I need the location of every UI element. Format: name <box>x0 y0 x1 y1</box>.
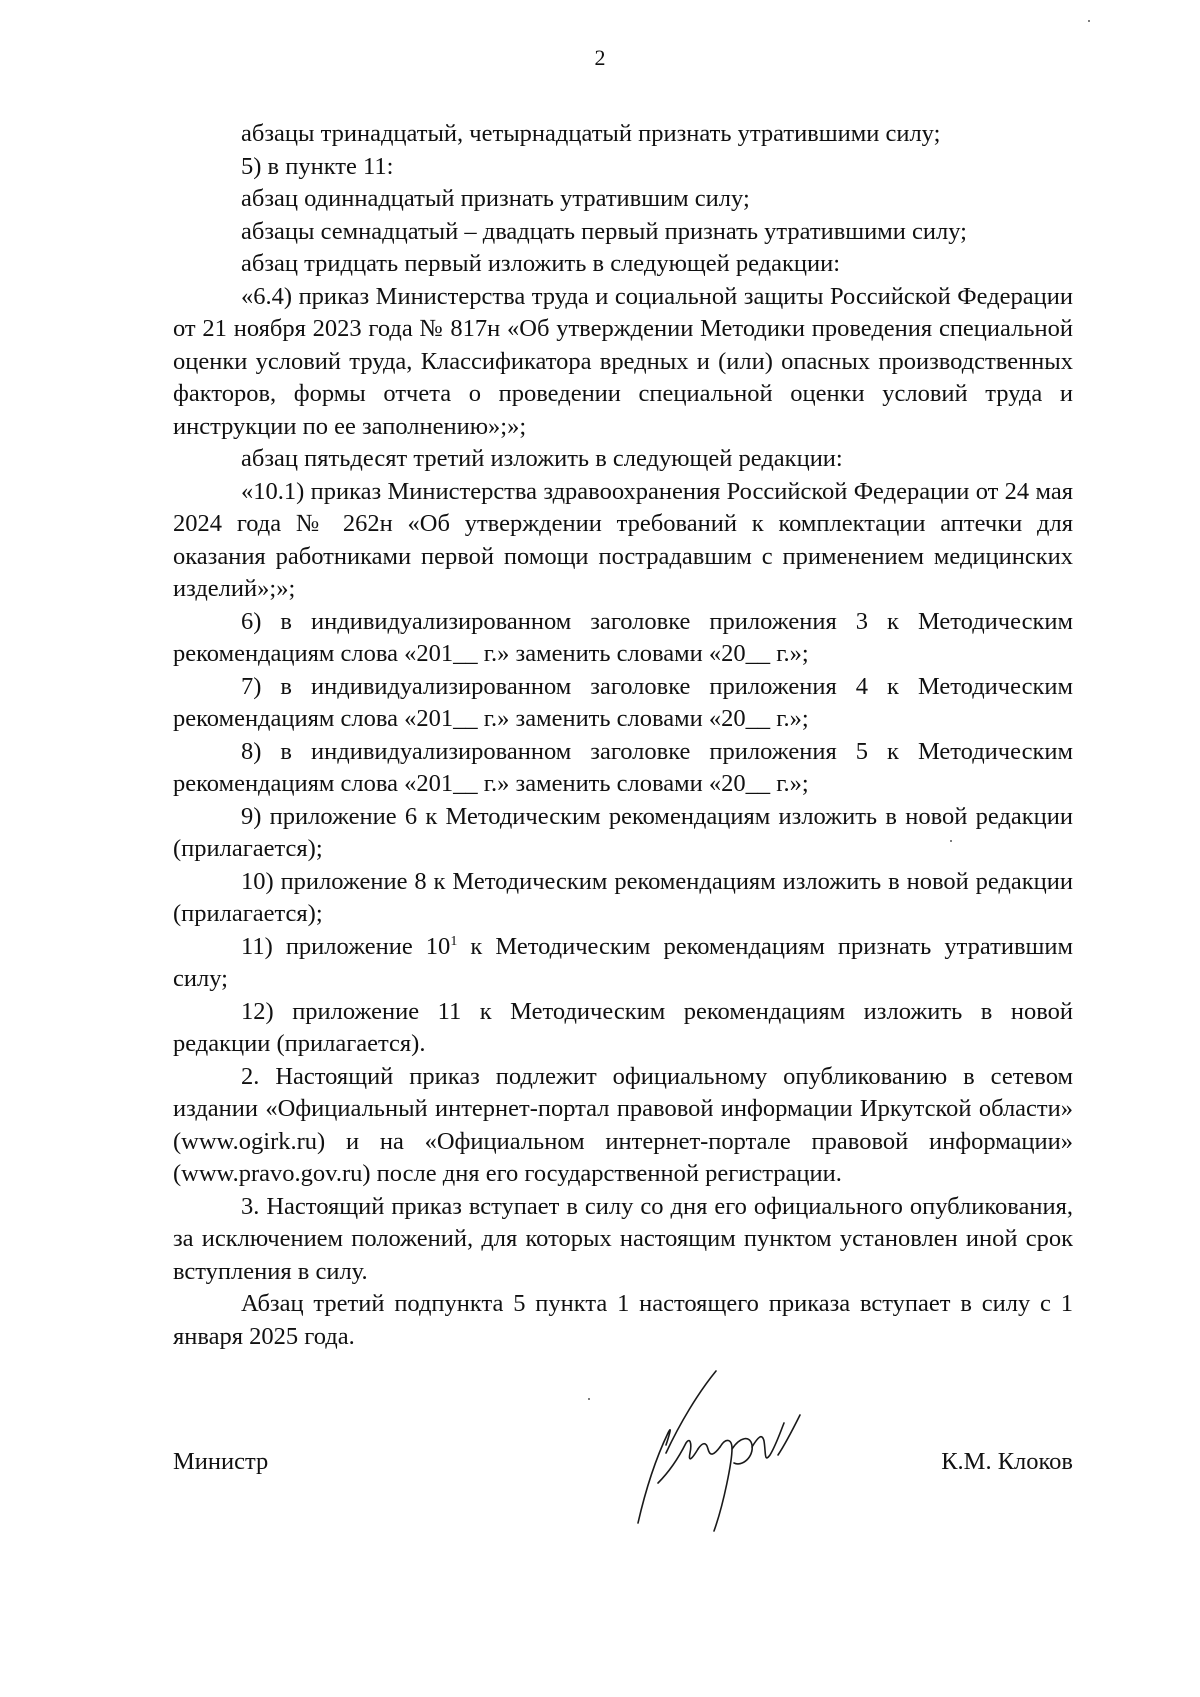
paragraph: абзацы семнадцатый – двадцать первый признать утратившими силу; <box>241 217 967 245</box>
handwritten-signature <box>628 1363 858 1538</box>
paragraph: 6) в индивидуализированном заголовке приложения 3 к Методическим рекомендациям слова «201__ г.» заменить словами «20__ г.»; <box>173 607 1073 667</box>
scan-speck <box>1088 20 1090 22</box>
superscript: 1 <box>450 933 458 949</box>
paragraph: «6.4) приказ Министерства труда и социальной защиты Российской Федерации от 21 ноября 2023 года № 817н «Об утверждении Методики проведения специальной оценки условий труда, Классификатора вредных и (или) опасных производственных факторов, формы отчета о проведении специальной оценки условий труда и инструкции по ее заполнению»;»; <box>173 282 1073 440</box>
paragraph: Абзац третий подпункта 5 пункта 1 настоящего приказа вступает в силу с 1 января 2025 года. <box>173 1290 1073 1350</box>
paragraph: 7) в индивидуализированном заголовке приложения 4 к Методическим рекомендациям слова «201__ г.» заменить словами «20__ г.»; <box>173 672 1073 732</box>
signatory-name: К.М. Клоков <box>941 1448 1073 1475</box>
paragraph: абзац пятьдесят третий изложить в следующей редакции: <box>241 445 843 472</box>
document-body <box>173 118 1073 1353</box>
paragraph: 8) в индивидуализированном заголовке приложения 5 к Методическим рекомендациям слова «201__ г.» заменить словами «20__ г.»; <box>173 737 1073 797</box>
paragraph: абзац одиннадцатый признать утратившим силу; <box>241 185 750 212</box>
paragraph: 2. Настоящий приказ подлежит официальному опубликованию в сетевом издании «Официальный интернет-портал правовой информации Иркутской области» (www.ogirk.ru) и на «Официальном интернет-портале правовой информации» (www.pravo.gov.ru) после дня его государственной регистрации. <box>173 1062 1073 1187</box>
scan-speck <box>588 1398 590 1400</box>
paragraph: 3. Настоящий приказ вступает в силу со дня его официального опубликования, за исключением положений, для которых настоящим пунктом установлен иной срок вступления в силу. <box>173 1192 1073 1285</box>
signature-block <box>173 1388 1073 1548</box>
paragraph: 10) приложение 8 к Методическим рекомендациям изложить в новой редакции (прилагается); <box>173 867 1073 927</box>
scan-speck <box>950 840 952 842</box>
paragraph-11-end: к Методическим рекомендациям признать утратившим силу; <box>173 932 1073 992</box>
paragraph: 5) в пункте 11: <box>241 152 394 180</box>
paragraph-11-start: 11) приложение 10 <box>241 932 451 960</box>
page-number: 2 <box>594 45 606 70</box>
paragraph: 12) приложение 11 к Методическим рекомендациям изложить в новой редакции (прилагается). <box>173 997 1073 1057</box>
paragraph: «10.1) приказ Министерства здравоохранения Российской Федерации от 24 мая 2024 года № 262н «Об утверждении требований к комплектации аптечки для оказания работниками первой помощи пострадавшим с применением медицинских изделий»;»; <box>173 477 1073 602</box>
paragraph: абзацы тринадцатый, четырнадцатый признать утратившими силу; <box>241 120 941 147</box>
paragraph: абзац тридцать первый изложить в следующей редакции: <box>241 250 841 277</box>
paragraph: 9) приложение 6 к Методическим рекомендациям изложить в новой редакции (прилагается); <box>173 802 1073 862</box>
signatory-title: Министр <box>173 1448 269 1475</box>
paragraph-11 <box>173 931 1073 996</box>
